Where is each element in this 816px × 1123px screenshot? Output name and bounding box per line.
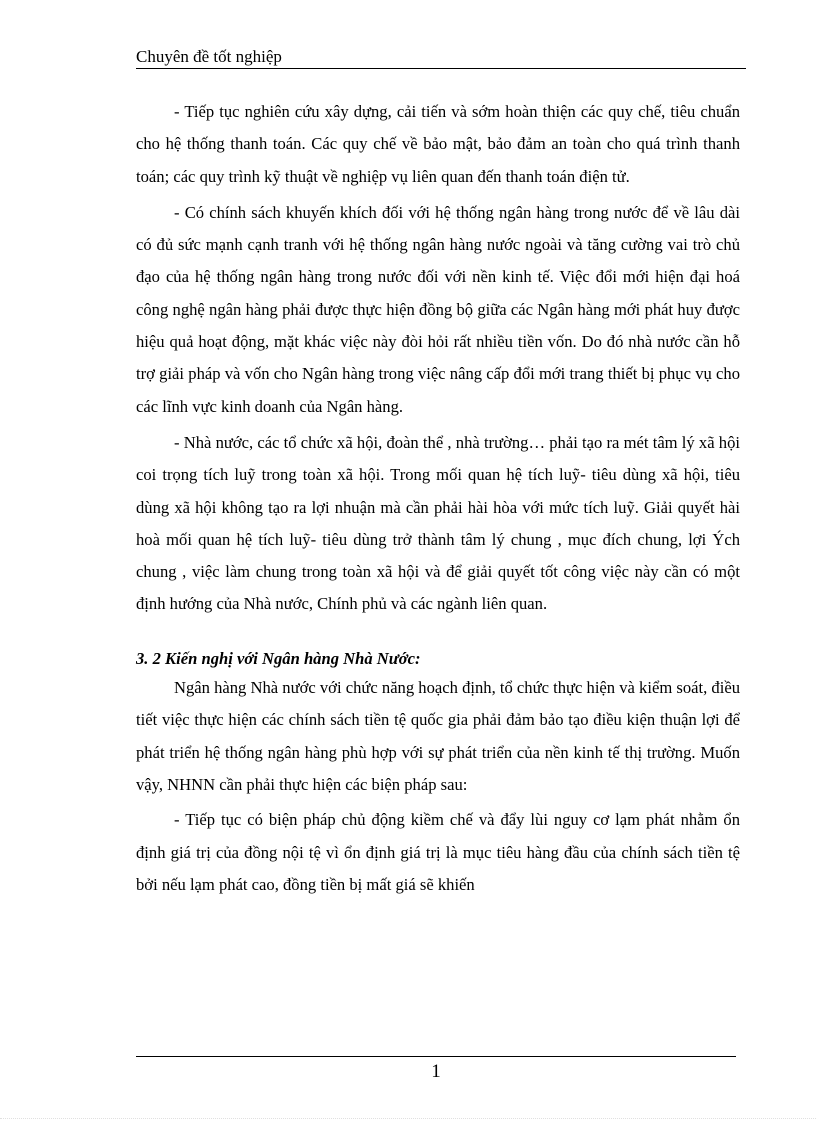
footer-rule xyxy=(136,1056,736,1057)
page-bottom-edge xyxy=(0,1118,816,1119)
paragraph-state-bank-role: Ngân hàng Nhà nước với chức năng hoạch định, tổ chức thực hiện và kiểm soát, điều tiết việc thực hiện các chính sách tiền tệ quốc gia phải đảm bảo tạo điều kiện thuận lợi để phát triển hệ thống ngân hàng phù hợp với sự phát triển của nền kinh tế thị trường. Muốn vậy, NHNN cần phải thực hiện các biện pháp sau: xyxy=(136,678,740,794)
paragraph-domestic-banks-policy: - Có chính sách khuyến khích đối với hệ thống ngân hàng trong nước để về lâu dài có đủ sức mạnh cạnh tranh với hệ thống ngân hàng nước ngoài và tăng cường vai trò chủ đạo của hệ thống ngân hàng trong nước đối với nền kinh tế. Việc đổi mới hiện đại hoá công nghệ ngân hàng phải được thực hiện đồng bộ giữa các Ngân hàng mới phát huy được hiệu quả hoạt động, mặt khác việc này đòi hỏi rất nhiều tiền vốn. Do đó nhà nước cần hỗ trợ giải pháp và vốn cho Ngân hàng trong việc nâng cấp đổi mới trang thiết bị phục vụ cho các lĩnh vực kinh doanh của Ngân hàng. xyxy=(136,202,740,416)
paragraph-savings-psychology: - Nhà nước, các tổ chức xã hội, đoàn thể , nhà trường… phải tạo ra mét tâm lý xã hội coi trọng tích luỹ trong toàn xã hội. Trong mối quan hệ tích luỹ- tiêu dùng xã hội, tiêu dùng xã hội không tạo ra lợi nhuận mà cần phải hài hòa với mức tích luỹ. Giải quyết hài hoà mối quan hệ tích luỹ- tiêu dùng trở thành tâm lý chung , mục đích chung, lợi Ých chung , việc làm chung trong toàn xã hội và để giải quyết tốt công việc này cần có một định hướng của Nhà nước, Chính phủ và các ngành liên quan. xyxy=(136,432,740,614)
page-header: Chuyên đề tốt nghiệp xyxy=(136,47,746,69)
paragraph-inflation-control: - Tiếp tục có biện pháp chủ động kiềm chế và đẩy lùi nguy cơ lạm phát nhằm ổn định giá trị của đồng nội tệ vì ổn định giá trị là mục tiêu hàng đầu của chính sách tiền tệ bởi nếu lạm phát cao, đồng tiền bị mất giá sẽ khiến xyxy=(136,810,740,894)
section-heading: 3. 2 Kiến nghị với Ngân hàng Nhà Nước: xyxy=(136,648,421,668)
page-body xyxy=(136,96,740,905)
page-number: 1 xyxy=(431,1061,441,1082)
paragraph-payment-regulations: - Tiếp tục nghiên cứu xây dựng, cải tiến và sớm hoàn thiện các quy chế, tiêu chuẩn cho hệ thống thanh toán. Các quy chế về bảo mật, bảo đảm an toàn cho quá trình thanh toán; các quy trình kỹ thuật về nghiệp vụ liên quan đến thanh toán điện tử. xyxy=(136,102,740,186)
